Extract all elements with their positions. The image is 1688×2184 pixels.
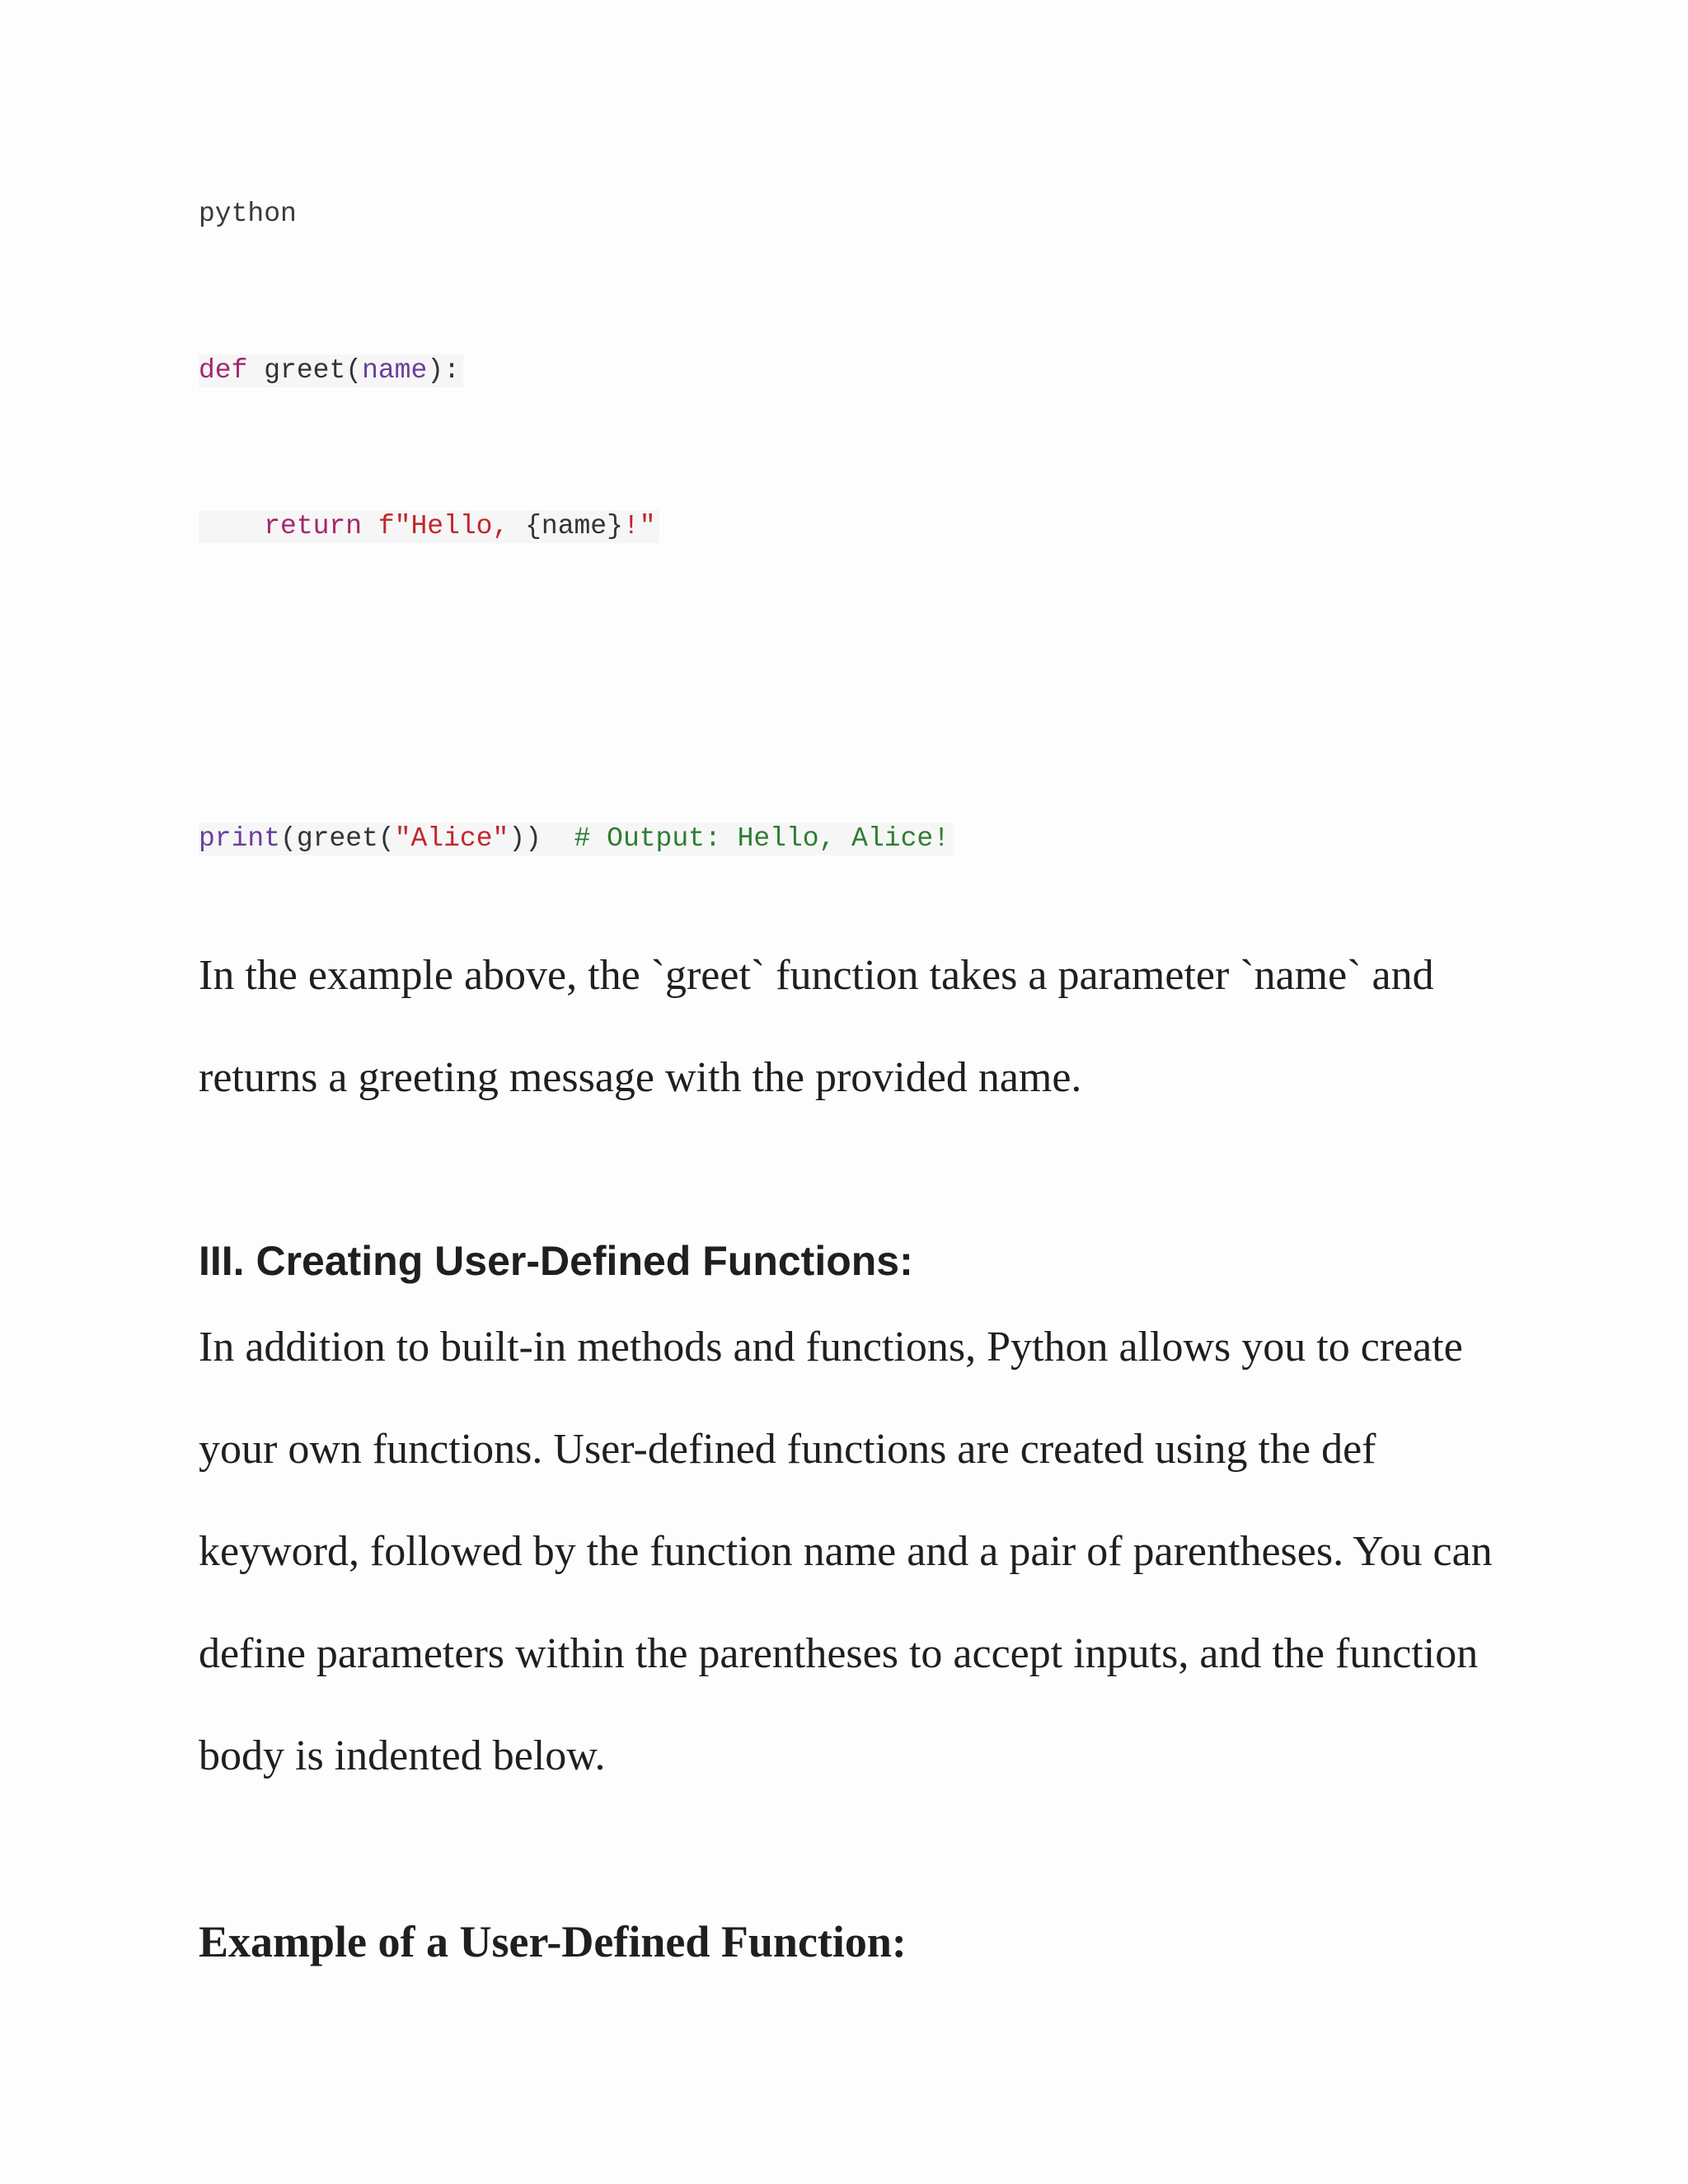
code-line-def bbox=[199, 354, 463, 387]
code-string: "Alice" bbox=[394, 823, 509, 854]
code-space bbox=[247, 355, 264, 386]
code-space bbox=[362, 511, 378, 541]
code-language-label: python bbox=[199, 199, 297, 229]
code-interpolation: {name} bbox=[525, 511, 623, 541]
example-heading: Example of a User-Defined Function: bbox=[199, 1917, 907, 1966]
explanation-paragraph: In the example above, the `greet` function takes a parameter `name` and returns a greeting message with the provided name. bbox=[199, 952, 1434, 1101]
code-builtin: print bbox=[199, 823, 281, 854]
code-keyword: def bbox=[199, 355, 248, 386]
section-heading: III. Creating User-Defined Functions: bbox=[199, 1238, 913, 1284]
code-punct: ( bbox=[345, 355, 363, 386]
code-string: !" bbox=[622, 511, 656, 541]
code-string: f"Hello, bbox=[377, 511, 526, 541]
code-punct: )) bbox=[509, 823, 542, 854]
code-function-name: greet bbox=[264, 355, 346, 386]
code-line-print bbox=[199, 823, 953, 855]
code-punct: ): bbox=[427, 355, 460, 386]
code-parameter: name bbox=[362, 355, 428, 386]
code-comment: # Output: Hello, Alice! bbox=[574, 823, 950, 854]
code-keyword: return bbox=[264, 511, 363, 541]
code-punct: ( bbox=[377, 823, 395, 854]
code-function-name: greet bbox=[296, 823, 378, 854]
code-line-return bbox=[199, 510, 659, 543]
code-punct: ( bbox=[280, 823, 297, 854]
code-indent bbox=[199, 511, 264, 541]
code-space bbox=[542, 823, 574, 854]
section-body-paragraph: In addition to built-in methods and functions, Python allows you to create your own functions. User-defined functions are created using the def keyword, followed by the function name and a pair of parentheses. You can define parameters within the parentheses to accept inputs, and the function body is indented below. bbox=[199, 1324, 1493, 1779]
